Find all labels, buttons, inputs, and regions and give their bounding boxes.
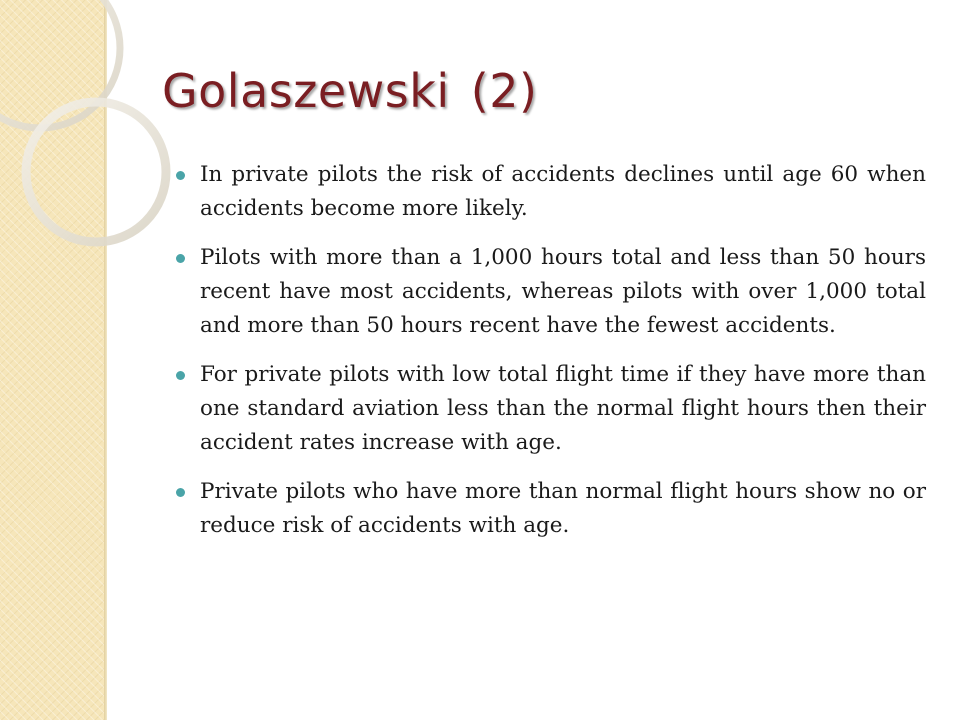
bullet-text: For private pilots with low total flight time if they have more than one standard aviation less than the normal flight hours then their accident rates increase with age.: [200, 362, 926, 455]
bullet-list: [176, 158, 926, 558]
bullet-item: [176, 358, 926, 460]
bullet-text: In private pilots the risk of accidents declines until age 60 when accidents become more likely.: [200, 162, 926, 221]
decorative-ring-small: [26, 102, 166, 242]
bullet-text: Private pilots who have more than normal flight hours show no or reduce risk of accidents with age.: [200, 479, 926, 538]
bullet-dot-icon: [176, 488, 185, 497]
bullet-dot-icon: [176, 171, 185, 180]
slide-title: Golaszewski (2): [162, 64, 538, 118]
bullet-text: Pilots with more than a 1,000 hours total and less than 50 hours recent have most accidents, whereas pilots with over 1,000 total and more than 50 hours recent have the fewest accidents.: [200, 245, 926, 338]
bullet-dot-icon: [176, 371, 185, 380]
bullet-item: [176, 241, 926, 343]
bullet-item: [176, 158, 926, 226]
bullet-dot-icon: [176, 254, 185, 263]
decorative-rings-icon: [0, 0, 200, 260]
bullet-item: [176, 475, 926, 543]
